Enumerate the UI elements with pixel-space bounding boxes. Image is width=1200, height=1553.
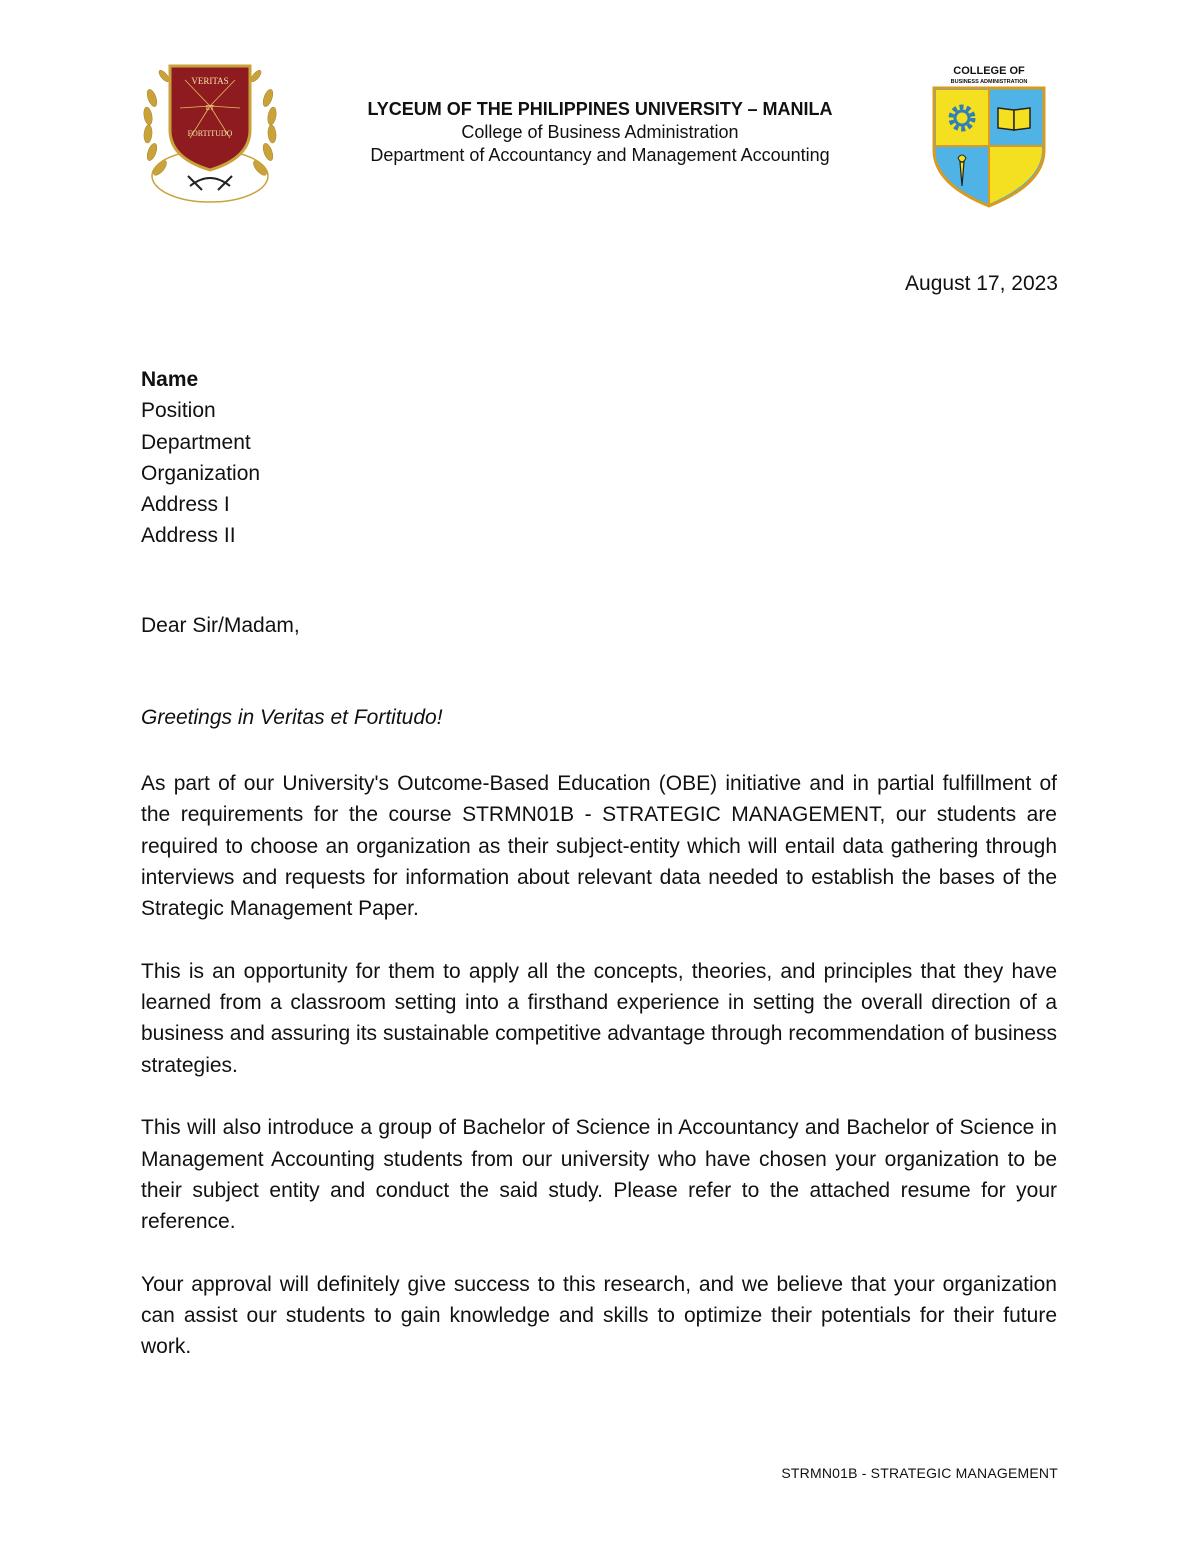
- letter-body: [141, 768, 1057, 1394]
- recipient-name: Name: [141, 368, 199, 391]
- shield-title-line1: COLLEGE OF: [953, 65, 1025, 77]
- letter-date: August 17, 2023: [905, 272, 1058, 295]
- recipient-organization: Organization: [141, 461, 261, 485]
- seal-motto-veritas: VERITAS: [191, 76, 229, 86]
- letterhead: [250, 98, 950, 167]
- greeting-line: Greetings in Veritas et Fortitudo!: [141, 706, 443, 729]
- book-icon: [998, 108, 1030, 130]
- college-name: College of Business Administration: [461, 122, 739, 142]
- seal-motto-fortitudo: FORTITUDO: [187, 129, 233, 138]
- page-footer: STRMN01B - STRATEGIC MANAGEMENT: [781, 1465, 1058, 1481]
- recipient-position: Position: [141, 399, 216, 423]
- cba-shield-icon: [928, 62, 1050, 210]
- body-paragraph-2: This is an opportunity for them to apply all the concepts, theories, and principles that they have learned from a classroom setting into a firsthand experience in setting the overall direction of a business and assuring its sustainable competitive advantage through recommendation of business strategies.: [141, 959, 1057, 1077]
- body-paragraph-1: As part of our University's Outcome-Based Education (OBE) initiative and in partial fulfillment of the requirements for the course STRMN01B - STRATEGIC MANAGEMENT, our students are required to choose an organization as their subject-entity which will entail data gathering through interviews and requests for information about relevant data needed to establish the bases of the Strategic Management Paper.: [141, 772, 1057, 921]
- shield-title-line2: BUSINESS ADMINISTRATION: [950, 79, 1028, 85]
- seal-motto-et: ET: [205, 104, 215, 112]
- recipient-address-2: Address II: [141, 524, 236, 548]
- recipient-block: [141, 364, 260, 552]
- department-name: Department of Accountancy and Management Accounting: [370, 145, 830, 165]
- body-paragraph-4: Your approval will definitely give success to this research, and we believe that your organization can assist our students to gain knowledge and skills to optimize their potentials for their future work.: [141, 1272, 1057, 1359]
- body-paragraph-3: This will also introduce a group of Bachelor of Science in Accountancy and Bachelor of Science in Management Accounting students from our university who have chosen your organization to be their subject entity and conduct the said study. Please refer to the attached resume for your reference.: [141, 1116, 1057, 1234]
- recipient-department: Department: [141, 430, 251, 454]
- salutation: Dear Sir/Madam,: [141, 614, 300, 637]
- recipient-address-1: Address I: [141, 493, 230, 517]
- university-name: LYCEUM OF THE PHILIPPINES UNIVERSITY – MANILA: [367, 99, 833, 119]
